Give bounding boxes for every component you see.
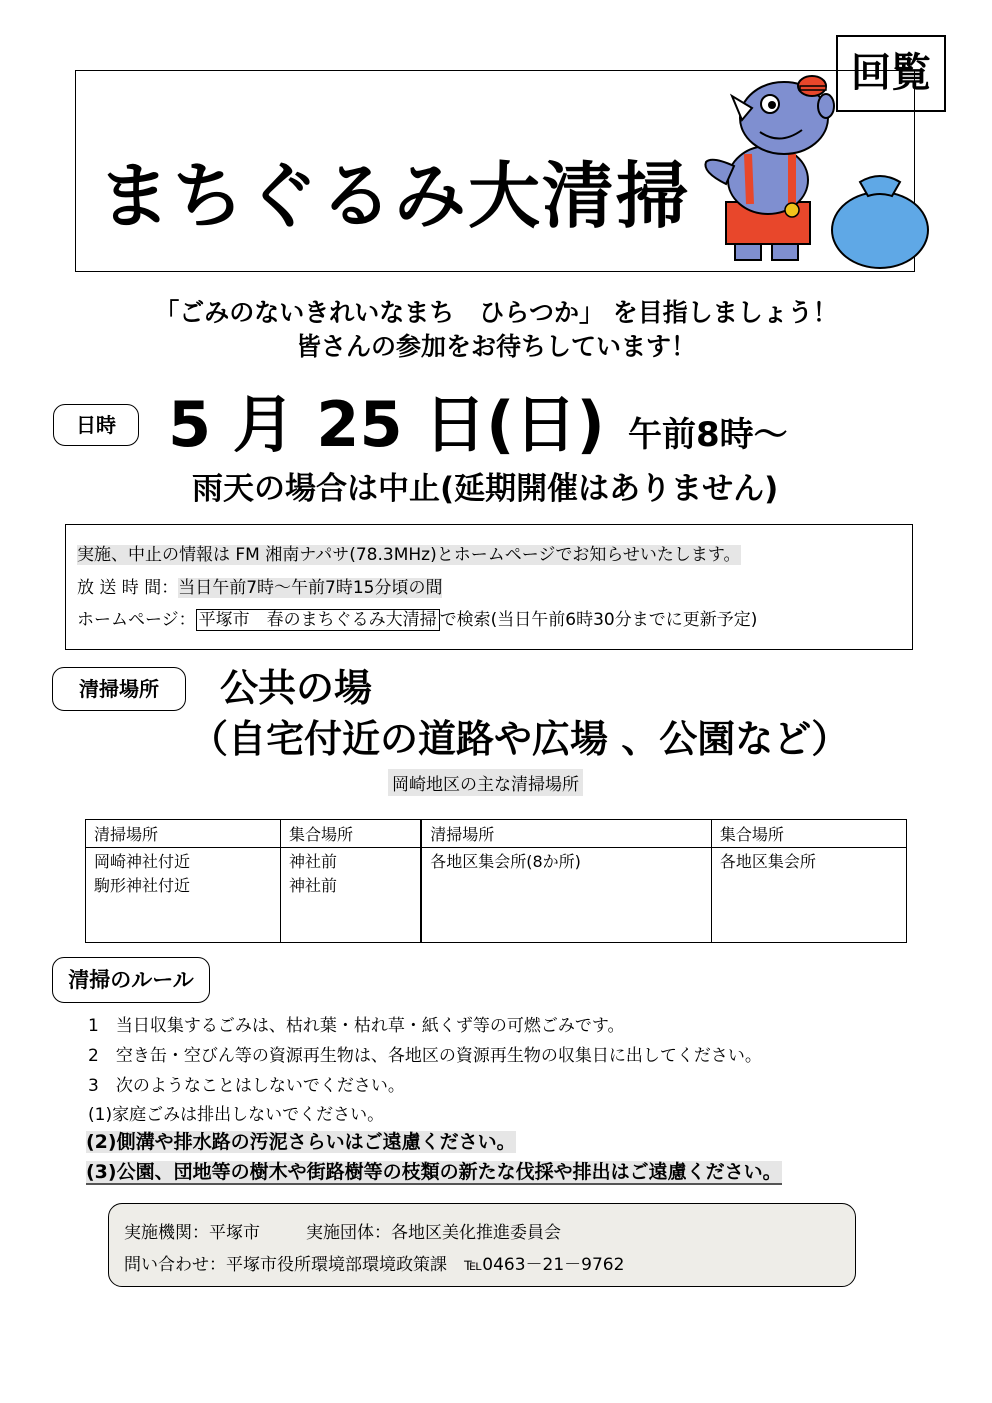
table-row — [86, 848, 907, 943]
location-subheading: 岡崎地区の主な清掃場所 — [388, 769, 583, 796]
rule-item: 2 空き缶・空びん等の資源再生物は、各地区の資源再生物の収集日に出してください。 — [88, 1046, 762, 1066]
rule-item: (1)家庭ごみは排出しないでください。 — [88, 1105, 385, 1125]
footer-org-line — [124, 1218, 561, 1243]
location-label: 清掃場所 — [52, 667, 186, 711]
table-header: 清掃場所 — [86, 820, 281, 848]
intro-line-2: 皆さんの参加をお待ちしています！ — [295, 332, 696, 361]
table-cell — [421, 848, 711, 943]
table-header: 清掃場所 — [421, 820, 711, 848]
rule-text: (2)側溝や排水路の汚泥さらいはご遠慮ください。 — [86, 1131, 516, 1153]
homepage-suffix: で検索(当日午前6時30分までに更新予定) — [439, 610, 758, 630]
rule-item: 3 次のようなことはしないでください。 — [88, 1076, 405, 1096]
rules-label: 清掃のルール — [52, 957, 210, 1003]
table-header: 集合場所 — [281, 820, 422, 848]
rhino-mascot-icon — [700, 70, 930, 270]
cell-line: 各地区集会所 — [719, 852, 816, 871]
implementing-group: 実施団体：各地区美化推進委員会 — [306, 1223, 561, 1243]
rain-note: 雨天の場合は中止(延期開催はありません) — [192, 471, 779, 507]
homepage-line — [77, 605, 757, 630]
notice-text: 実施、中止の情報は FM 湘南ナパサ(78.3MHz)とホームページでお知らせいたします。 — [77, 545, 741, 565]
cell-line: 駒形神社付近 — [94, 876, 191, 895]
circulation-stamp: 回覧 — [836, 35, 946, 112]
homepage-label: ホームページ： — [77, 610, 196, 630]
rule-text: (3)公園、団地等の樹木や街路樹等の枝類の新たな伐採や排出はご遠慮ください。 — [86, 1161, 782, 1183]
location-main: 公共の場 — [220, 666, 373, 710]
table-cell — [281, 848, 422, 943]
event-date: 5 月 25 日(日) — [168, 388, 605, 461]
cell-line: 神社前 — [289, 876, 338, 895]
footer-contact: 問い合わせ：平塚市役所環境部環境政策課 ℡0463－21－9762 — [124, 1255, 625, 1275]
organizer: 実施機関：平塚市 — [124, 1223, 260, 1243]
location-table — [85, 819, 907, 943]
table-header: 集合場所 — [711, 820, 906, 848]
cell-line: 神社前 — [289, 852, 338, 871]
broadcast-label: 放 送 時 間： — [77, 578, 179, 598]
location-detail: （自宅付近の道路や広場 、公園など） — [190, 717, 850, 761]
broadcast-line — [77, 573, 442, 598]
date-label: 日時 — [53, 404, 139, 446]
table-header-row — [86, 820, 907, 848]
intro-line-1: 「ごみのないきれいなまち ひらつか」 を目指しましょう！ — [154, 298, 838, 327]
rule-item-highlight — [86, 1157, 782, 1184]
page-title: まちぐるみ大清掃 — [98, 154, 691, 238]
rule-item-highlight — [86, 1127, 516, 1154]
table-cell — [86, 848, 281, 943]
cell-line: 岡崎神社付近 — [94, 852, 191, 871]
rule-item: 1 当日収集するごみは、枯れ葉・枯れ草・紙くず等の可燃ごみです。 — [88, 1016, 625, 1036]
notice-line-1 — [77, 540, 741, 565]
homepage-keyword: 平塚市 春のまちぐるみ大清掃 — [196, 609, 440, 631]
table-cell — [711, 848, 906, 943]
event-time: 午前8時～ — [628, 415, 788, 455]
cell-line: 各地区集会所(8か所) — [430, 852, 581, 871]
broadcast-time: 当日午前7時～午前7時15分頃の間 — [178, 578, 443, 598]
